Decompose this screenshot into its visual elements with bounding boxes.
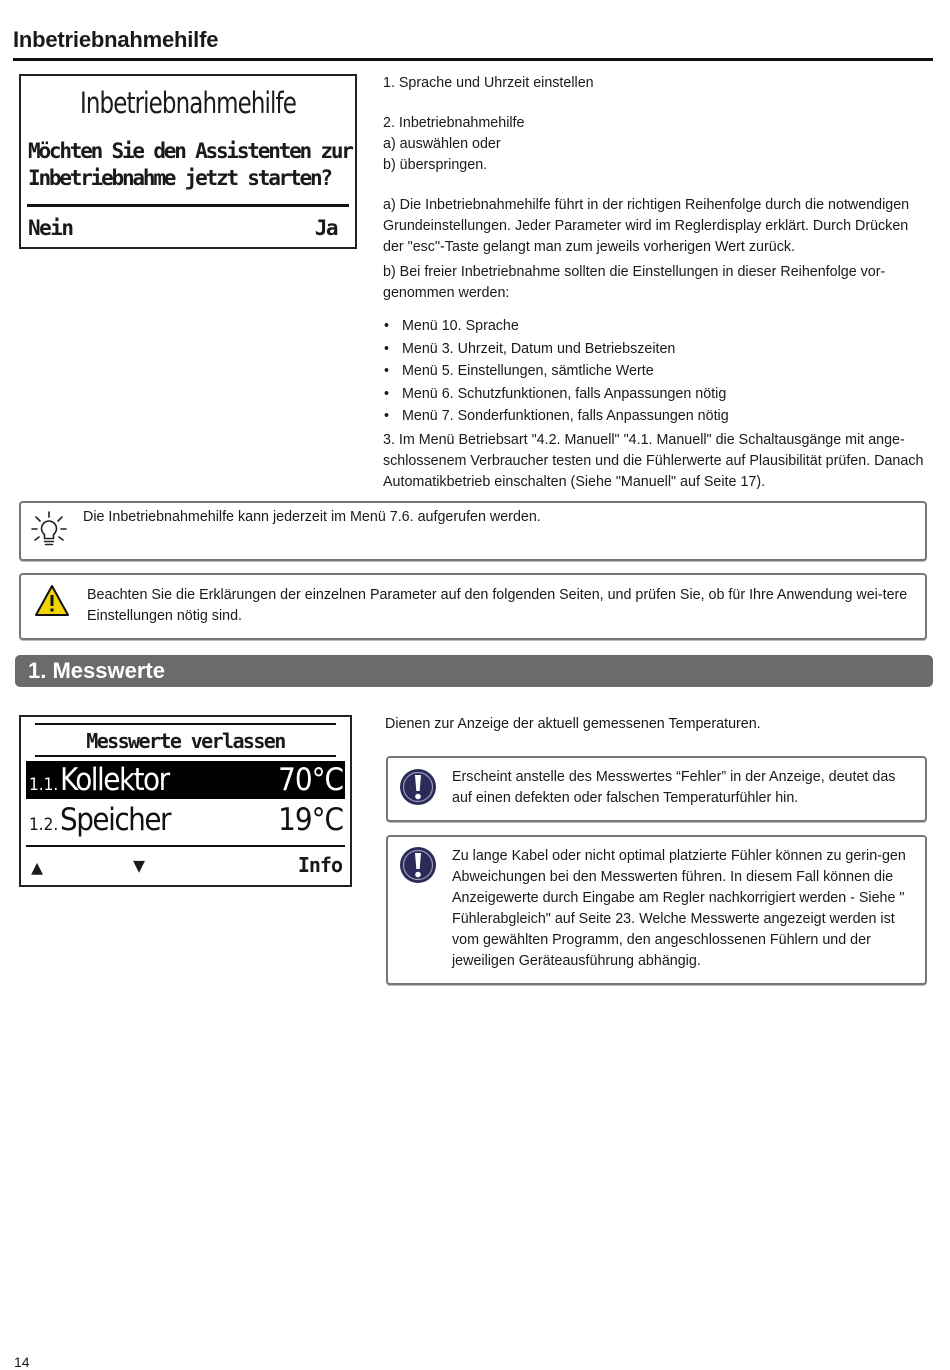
- list-item: • Menü 6. Schutzfunktionen, falls Anpassungen nötig: [383, 383, 931, 406]
- note-text: Erscheint anstelle des Messwertes “Fehler” in der Anzeige, deutet das auf einen defekten oder falschen Temperaturfühler hin.: [452, 769, 896, 806]
- list-item: • Menü 10. Sprache: [383, 315, 931, 338]
- step-2b: b) überspringen.: [383, 157, 488, 173]
- display-question: [28, 138, 358, 192]
- display-no-option: Nein: [28, 216, 73, 240]
- display-question-line2: Inbetriebnahme jetzt starten?: [28, 166, 331, 190]
- display-divider: [27, 204, 349, 207]
- measurement-value: 70°C: [278, 762, 343, 798]
- list-item: • Menü 3. Uhrzeit, Datum und Betriebszeiten: [383, 338, 931, 361]
- menu-order-list: [383, 315, 931, 428]
- measurement-row: [26, 801, 345, 839]
- paragraph-b: b) Bei freier Inbetriebnahme sollten die Einstellungen in dieser Reihenfolge vor-genommen werden:: [383, 264, 886, 301]
- note-text: Zu lange Kabel oder nicht optimal platzierte Fühler können zu gerin-gen Abweichungen bei den Messwerten führen. In diesem Fall können die Anzeigewerte durch Eingabe am Regler nachkorrigiert werden - Siehe " Fühlerabgleich" auf Seite 23. Welche Messwerte angezeigt werden ist vom gewählten Programm, den angeschlossenen Fühlern und der jeweiligen Geräteausführung abhängig.: [452, 848, 906, 969]
- title-rule: [13, 58, 933, 61]
- step-2a: a) auswählen oder: [383, 136, 501, 152]
- section-title: 1. Messwerte: [28, 658, 165, 683]
- measurement-value: 19°C: [278, 802, 343, 838]
- controller-display-setup: [19, 74, 357, 249]
- list-item: • Menü 7. Sonderfunktionen, falls Anpassungen nötig: [383, 405, 931, 428]
- display-divider: [26, 845, 345, 847]
- paragraph-a: a) Die Inbetriebnahmehilfe führt in der richtigen Reihenfolge durch die notwendigen Grundeinstellungen. Jeder Parameter wird im Reglerdisplay erklärt. Durch Drücken der "esc"-Taste gelangt man zum jeweils vorherigen Wert zurück.: [383, 197, 910, 255]
- setup-steps: [383, 73, 931, 493]
- note-box: [386, 835, 927, 985]
- measurement-number: 1.2.: [29, 815, 59, 835]
- display-title: Inbetriebnahmehilfe: [79, 86, 297, 120]
- up-arrow-icon: ▲: [31, 855, 44, 879]
- down-arrow-icon: ▼: [133, 853, 146, 877]
- tip-box: [19, 501, 927, 561]
- measurement-label: Kollektor: [60, 762, 169, 798]
- display-question-line1: Möchten Sie den Assistenten zur: [28, 139, 352, 163]
- warning-box: [19, 573, 927, 640]
- exclamation-circle-icon: [398, 845, 438, 885]
- list-item: • Menü 5. Einstellungen, sämtliche Werte: [383, 360, 931, 383]
- display-title: Messwerte verlassen: [86, 729, 285, 753]
- exclamation-circle-icon: [398, 767, 438, 807]
- lightbulb-icon: [29, 510, 69, 550]
- step-1: 1. Sprache und Uhrzeit einstellen: [383, 75, 594, 91]
- messwerte-intro: Dienen zur Anzeige der aktuell gemessenen Temperaturen.: [385, 716, 761, 732]
- warning-triangle-icon: [34, 584, 70, 618]
- display-top-line: [35, 723, 336, 725]
- warning-text: Beachten Sie die Erklärungen der einzelnen Parameter auf den folgenden Seiten, und prüfen Sie, ob für Ihre Anwendung wei-tere Einstellungen nötig sind.: [87, 587, 908, 624]
- note-box: [386, 756, 927, 822]
- step-2: 2. Inbetriebnahmehilfe: [383, 115, 525, 131]
- display-yes-option: Ja: [314, 216, 337, 240]
- page-number: 14: [14, 1354, 30, 1370]
- page-title: Inbetriebnahmehilfe: [13, 27, 219, 52]
- tip-text: Die Inbetriebnahmehilfe kann jederzeit im Menü 7.6. aufgerufen werden.: [83, 509, 541, 525]
- display-info-option: Info: [297, 853, 342, 877]
- step-3: 3. Im Menü Betriebsart "4.2. Manuell" "4.1. Manuell" die Schaltausgänge mit ange-schlossenem Verbraucher testen und die Fühlerwerte auf Plausibilität prüfen. Danach Automatikbetrieb einschalten (Siehe "Manuell" auf Seite 17).: [383, 431, 924, 490]
- measurement-label: Speicher: [60, 802, 170, 838]
- measurement-number: 1.1.: [29, 775, 59, 795]
- controller-display-measurements: [19, 715, 352, 887]
- measurement-row-selected: [26, 761, 345, 799]
- display-divider: [35, 755, 336, 757]
